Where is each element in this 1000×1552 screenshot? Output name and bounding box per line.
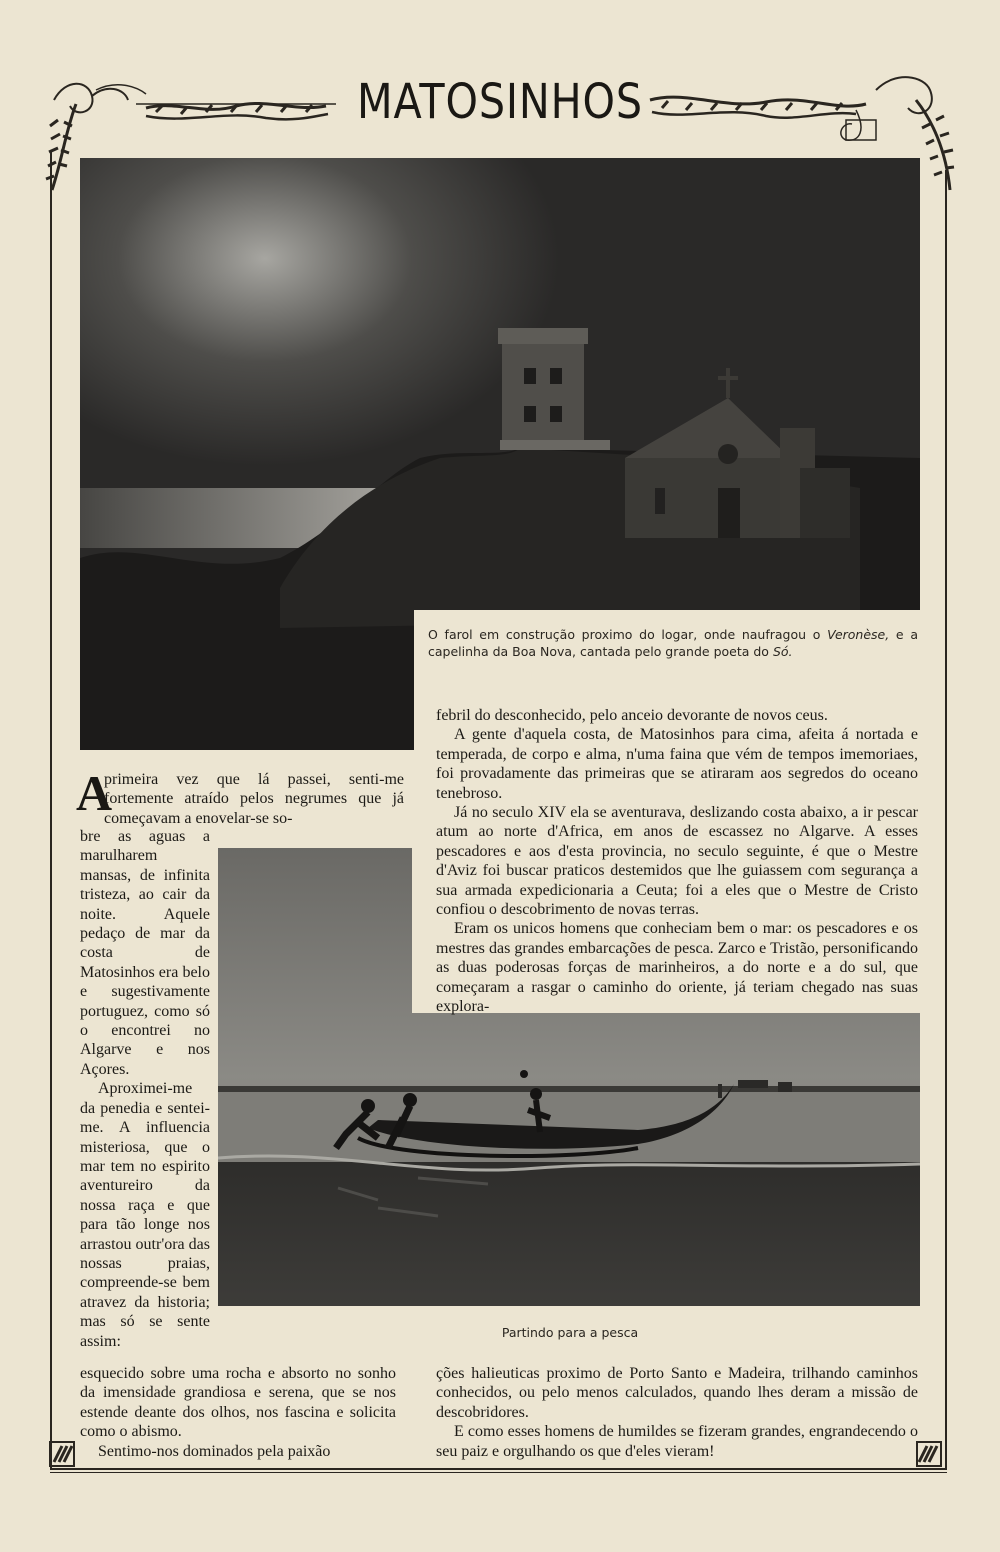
photo1-caption: O farol em construção proximo do logar, onde naufragou o Veronèse, e a capelinha da Boa Nova, cantada pelo grande poeta do Só. (428, 627, 918, 659)
page-title: MATOSINHOS (357, 74, 643, 130)
article-intro: primeira vez que lá passei, senti-me fortemente atraído pelos negrumes que já começavam a enovelar-se so- (104, 771, 404, 827)
border-left (50, 150, 52, 1470)
article-left-column (80, 827, 210, 1351)
right-paragraph-1: A gente d'aquela costa, de Matosinhos para cima, afeita á nortada e temperada, de corpo e alma, n'uma faina que vém de tempos imemoriaes, foi provadamente das primeiras que se atiraram aos segredos do oceano tenebroso. (436, 726, 918, 802)
article-right-bottom (436, 1364, 918, 1461)
article-left-bottom (80, 1364, 396, 1461)
right-bottom-paragraph-2: E como esses homens de humildes se fizeram grandes, engrandecendo o seu paiz e orgulhando os que d'eles vieram! (436, 1423, 918, 1460)
border-right (945, 170, 947, 1470)
left-bottom-paragraph-2: Sentimo-nos dominados pela paixão (98, 1442, 331, 1460)
right-paragraph-3: Eram os unicos homens que conheciam bem o mar: os pescadores e os mestres das grandes embarcações de pesca. Zarco e Tristão, personificando as duas poderosas forças de marinheiros, a do norte e a do sul, que começaram a rasgar o caminho do oriente, já teriam chegado nas suas explora- (436, 920, 918, 1016)
left-paragraph-1: bre as aguas a marulharem mansas, de infinita tristeza, ao cair da noite. Aquele pedaço de mar da costa de Matosinhos era belo e sugestivamente portuguez, como só o encontrei no Algarve e nos Açores. (80, 828, 210, 1078)
drop-cap: A (76, 765, 113, 821)
photo2-caption: Partindo para a pesca (501, 1325, 639, 1340)
right-paragraph-0: febril do desconhecido, pelo anceio devorante de novos ceus. (436, 707, 828, 724)
corner-ornament-left-icon (48, 1440, 76, 1468)
border-bottom-inner (50, 1472, 947, 1473)
left-bottom-paragraph-1: esquecido sobre uma rocha e absorto no sonho da imensidade grandiosa e serena, que se nos estende deante dos olhos, nos fascina e solicita como o abismo. (80, 1365, 396, 1441)
left-paragraph-2: Aproximei-me da penedia e sentei-me. A influencia misteriosa, que o mar tem no espirito aventureiro da nossa raça e que para tão longe nos arrastou outr'ora das nossas praias, compreende-se bem atravez da historia; mas só se sente assim: (80, 1080, 210, 1350)
article-right-column (436, 706, 918, 1017)
right-bottom-paragraph-1: ções halieuticas proximo de Porto Santo e Madeira, trilhando caminhos conhecidos, ou pelo menos calculados, quando lhes deram a missão de descobridores. (436, 1365, 918, 1421)
right-paragraph-2: Já no seculo XIV ela se aventurava, deslizando costa abaixo, a ir pescar atum ao norte d'Africa, em anos de escassez no Algarve. A esses pescadores e aos d'esta provincia, no seculo seguinte, é que o Mestre d'Aviz foi buscar praticos destemidos que lhe guiassem com segurança a sua armada expedicionaria a Ceuta; foi a eles que o Mestre de Cristo confiou o descobrimento de novas terras. (436, 804, 918, 919)
border-bottom (50, 1468, 947, 1470)
corner-ornament-right-icon (915, 1440, 943, 1468)
